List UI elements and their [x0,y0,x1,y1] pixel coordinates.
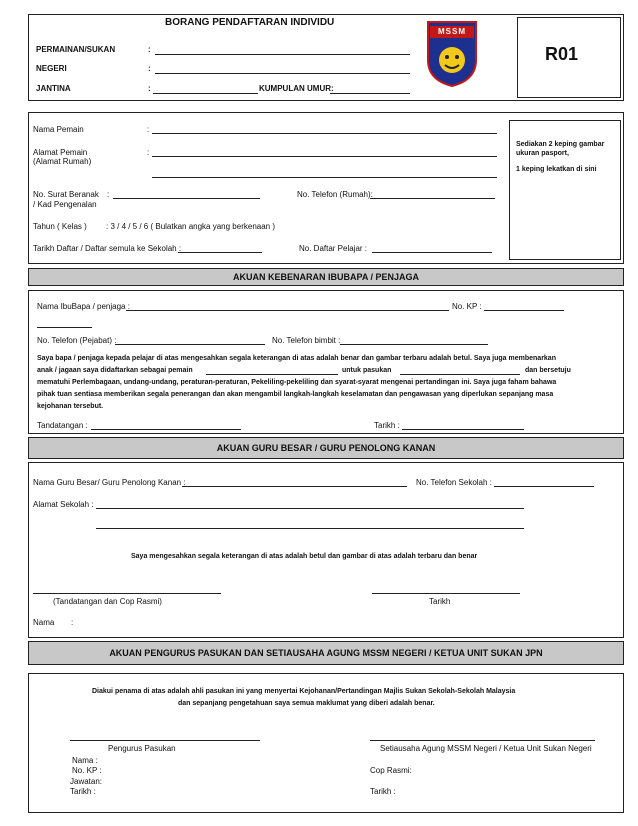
jantina-label: JANTINA [36,84,71,93]
sukan-label: PERMAINAN/SUKAN [36,45,116,54]
tel-pejabat-label: No. Telefon (Pejabat) : [37,336,117,345]
head-tel-field[interactable] [494,486,594,487]
tandatangan-label: Tandatangan : [37,421,88,430]
form-code: R01 [545,44,579,64]
alamat-pemain-label: Alamat Pemain [33,148,88,157]
parent-kp-field[interactable] [484,310,564,311]
nama-pemain-field[interactable] [152,133,497,134]
alamat-field-1[interactable] [152,156,497,157]
pengurus-label: Pengurus Pasukan [108,744,176,753]
jantina-field[interactable] [153,93,258,94]
declaration-pasukan-field[interactable] [400,374,520,375]
tel-bimbit-label: No. Telefon bimbit : [272,336,341,345]
alamat-pemain-sub: (Alamat Rumah) [33,157,92,166]
tarikh-daftar-label: Tarikh Daftar / Daftar semula ke Sekolah : [33,244,182,253]
head-tarikh-label: Tarikh [429,597,451,606]
manager-kp-label: No. KP : [72,766,102,775]
manager-jawatan-label: Jawatan: [70,777,103,786]
declaration-line-4: pihak tuan sentiasa memberikan segala penerangan dan akan mengambil langkah-langkah keselamatan dan pengawasan yang diperlukan sepanjang masa [37,391,554,398]
head-nama-short-colon: : [71,618,74,627]
manager-statement-1: Diakui penama di atas adalah ahli pasukan ini yang menyertai Kejohanan/Pertandingan Majlis Sukan Sekolah-Sekolah Malaysia [92,688,516,695]
setiausaha-tarikh-label: Tarikh : [370,787,396,796]
negeri-colon: : [148,64,151,73]
head-nama-short-label: Nama [33,618,55,627]
daftar-pelajar-field[interactable] [372,252,492,253]
negeri-field[interactable] [155,73,410,74]
manager-tarikh-label: Tarikh : [70,787,96,796]
parent-tarikh-field[interactable] [402,429,524,430]
photo-note-1: Sediakan 2 keping gambar ukuran pasport, [516,141,605,157]
alamat-pemain-colon: : [147,148,150,157]
manager-nama-label: Nama : [72,756,98,765]
declaration-line-1: Saya bapa / penjaga kepada pelajar di atas mengesahkan segala keterangan di atas adalah benar dan gambar terbaru adalah betul. Saya juga membenarkan [37,355,556,362]
nama-pemain-colon: : [147,125,150,134]
alamat-field-2[interactable] [152,177,497,178]
surat-beranak-field[interactable] [113,198,260,199]
surat-beranak-label: No. Surat Beranak [33,190,99,199]
tel-pejabat-field[interactable] [115,344,265,345]
cop-rasmi-label: Cop Rasmi: [370,766,412,775]
declaration-line-2c: dan bersetuju [525,367,571,374]
parent-nama-field[interactable] [126,310,449,311]
alamat-sekolah-field-2[interactable] [96,528,524,529]
surat-beranak-sub: / Kad Pengenalan [33,200,97,209]
parent-kp-field-cont[interactable] [37,327,92,328]
declaration-line-2a: anak / jagaan saya didaftarkan sebagai pemain [37,367,193,374]
parent-kp-label: No. KP : [452,302,482,311]
setiausaha-label: Setiausaha Agung MSSM Negeri / Ketua Unit Sukan Negeri [380,744,592,753]
head-statement: Saya mengesahkan segala keterangan di atas adalah betul dan gambar di atas adalah terbaru dan benar [131,553,478,560]
sukan-field[interactable] [155,54,410,55]
photo-note-2: 1 keping lekatkan di sini [516,166,597,173]
head-section [28,462,624,638]
form-title: BORANG PENDAFTARAN INDIVIDU [165,17,335,28]
head-nama-field[interactable] [182,486,407,487]
kumpulan-field[interactable] [330,93,410,94]
head-tarikh-field[interactable] [372,593,520,594]
nama-pemain-label: Nama Pemain [33,125,84,134]
manager-bar: AKUAN PENGURUS PASUKAN DAN SETIAUSAHA AGUNG MSSM NEGERI / KETUA UNIT SUKAN JPN [28,641,624,665]
alamat-sekolah-field-1[interactable] [96,508,524,509]
logo-text: MSSM [438,27,466,36]
sukan-colon: : [148,45,151,54]
head-tel-label: No. Telefon Sekolah : [416,478,492,487]
parent-nama-label: Nama IbuBapa / penjaga : [37,302,130,311]
daftar-pelajar-label: No. Daftar Pelajar : [299,244,368,253]
head-bar: AKUAN GURU BESAR / GURU PENOLONG KANAN [28,437,624,459]
tahun-label: Tahun ( Kelas ) [33,222,87,231]
jantina-colon: : [148,84,151,93]
declaration-line-2b: untuk pasukan [342,367,392,374]
parent-bar: AKUAN KEBENARAN IBUBAPA / PENJAGA [28,268,624,286]
manager-statement-2: dan sepanjang pengetahuan saya semua maklumat yang diberi adalah benar. [178,700,435,707]
kumpulan-label: KUMPULAN UMUR: [259,84,334,93]
cop-label: (Tandatangan dan Cop Rasmi) [53,597,162,606]
tahun-options[interactable]: : 3 / 4 / 5 / 6 ( Bulatkan angka yang berkenaan ) [106,222,275,231]
tel-bimbit-field[interactable] [340,344,488,345]
declaration-pemain-field[interactable] [206,374,338,375]
parent-section [28,290,624,434]
cop-field[interactable] [33,593,221,594]
surat-beranak-colon: : [107,190,110,199]
parent-tarikh-label: Tarikh : [374,421,400,430]
pengurus-sign-field[interactable] [70,740,260,741]
tarikh-daftar-field[interactable] [178,252,262,253]
declaration-line-3: mematuhi Perlembagaan, undang-undang, peraturan-peraturan, Pekeliling-pekeliling dan syarat-syarat mengenai pertandingan ini. Saya juga faham bahawa [37,379,557,386]
negeri-label: NEGERI [36,64,67,73]
head-nama-label: Nama Guru Besar/ Guru Penolong Kanan : [33,478,186,487]
alamat-sekolah-label: Alamat Sekolah : [33,500,94,509]
tandatangan-field[interactable] [91,429,241,430]
setiausaha-sign-field[interactable] [370,740,595,741]
tel-rumah-label: No. Telefon (Rumah): [297,190,373,199]
declaration-line-5: kejohanan tersebut. [37,403,104,410]
tel-rumah-field[interactable] [370,198,495,199]
